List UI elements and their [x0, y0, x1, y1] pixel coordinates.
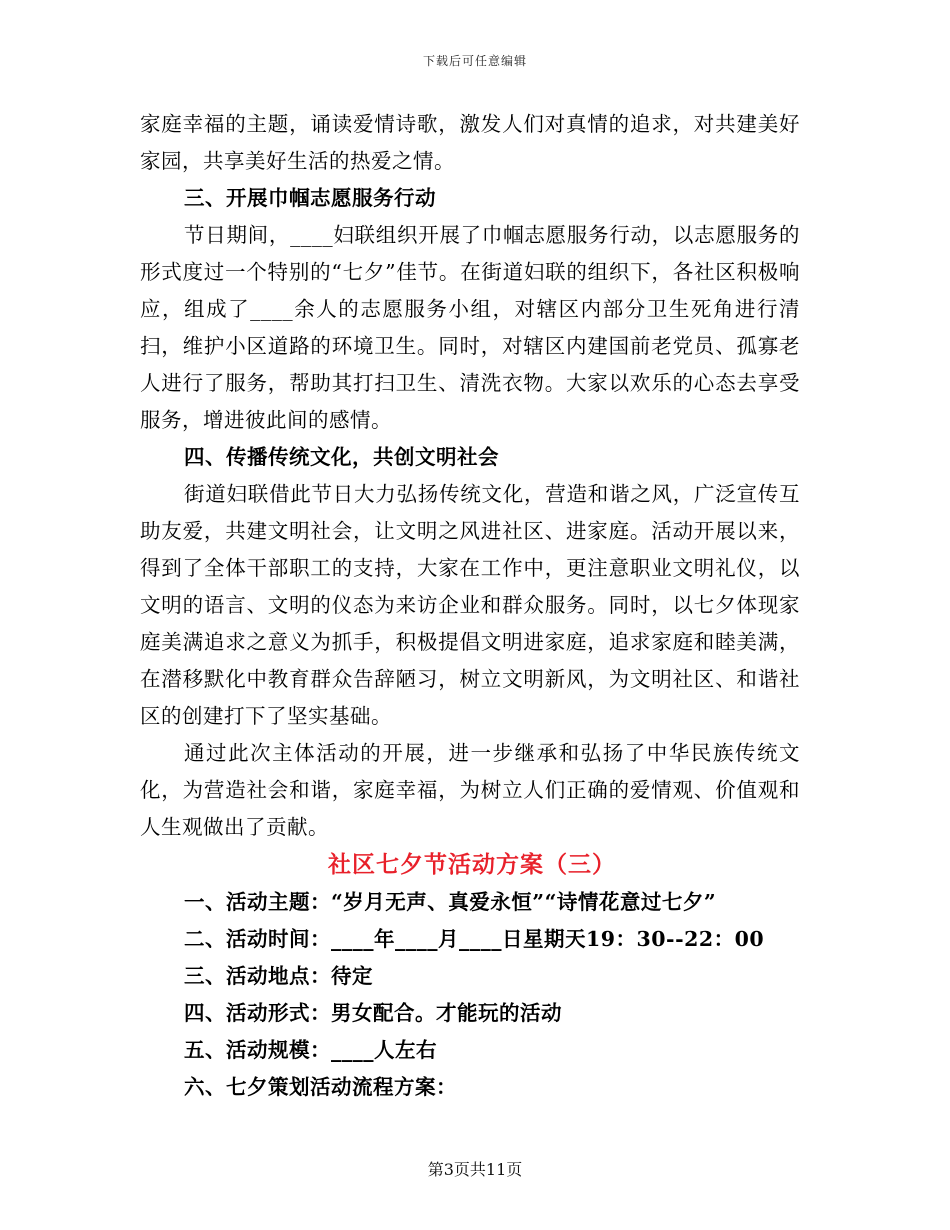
- paragraph-2: 节日期间，____妇联组织开展了巾帼志愿服务行动，以志愿服务的形式度过一个特别的“七夕”佳节。在街道妇联的组织下，各社区积极响应，组成了____余人的志愿服务小组，对辖区内部分卫生死角进行清扫，维护小区道路的环境卫生。同时，对辖区内建国前老党员、孤寡老人进行了服务，帮助其打扫卫生、清洗衣物。大家以欢乐的心态去享受服务，增进彼此间的感情。: [140, 223, 800, 432]
- plan-item-time: 二、活动时间：____年____月____日星期天19：30--22：00: [184, 927, 765, 951]
- plan-item-process: 六、七夕策划活动流程方案：: [184, 1075, 457, 1099]
- plan-item-scale: 五、活动规模：____人左右: [184, 1038, 437, 1062]
- paragraph-4: 通过此次主体活动的开展，进一步继承和弘扬了中华民族传统文化，为营造社会和谐，家庭幸福，为树立人们正确的爱情观、价值观和人生观做出了贡献。: [140, 741, 800, 839]
- plan-item-location: 三、活动地点：待定: [184, 964, 373, 988]
- paragraph-3: 街道妇联借此节日大力弘扬传统文化，营造和谐之风，广泛宣传互助友爱，共建文明社会，让文明之风进社区、进家庭。活动开展以来，得到了全体干部职工的支持，大家在工作中，更注意职业文明礼仪，以文明的语言、文明的仪态为来访企业和群众服务。同时，以七夕体现家庭美满追求之意义为抓手，积极提倡文明进家庭，追求家庭和睦美满，在潜移默化中教育群众告辞陋习，树立文明新风，为文明社区、和谐社区的创建打下了坚实基础。: [140, 482, 800, 728]
- section-title: 社区七夕节活动方案（三）: [328, 851, 616, 878]
- document-body: [140, 106, 800, 1106]
- page-number: 第3页共11页: [427, 1160, 523, 1179]
- plan-item-format: 四、活动形式：男女配合。才能玩的活动: [184, 1001, 562, 1025]
- page-header-note: 下载后可任意编辑: [422, 54, 527, 68]
- heading-section-3: 三、开展巾帼志愿服务行动: [184, 186, 436, 210]
- plan-item-theme: 一、活动主题：“岁月无声、真爱永恒”“诗情花意过七夕”: [184, 890, 717, 914]
- paragraph-1: 家庭幸福的主题，诵读爱情诗歌，激发人们对真情的追求，对共建美好家园，共享美好生活的热爱之情。: [140, 112, 800, 173]
- heading-section-4: 四、传播传统文化，共创文明社会: [184, 445, 499, 469]
